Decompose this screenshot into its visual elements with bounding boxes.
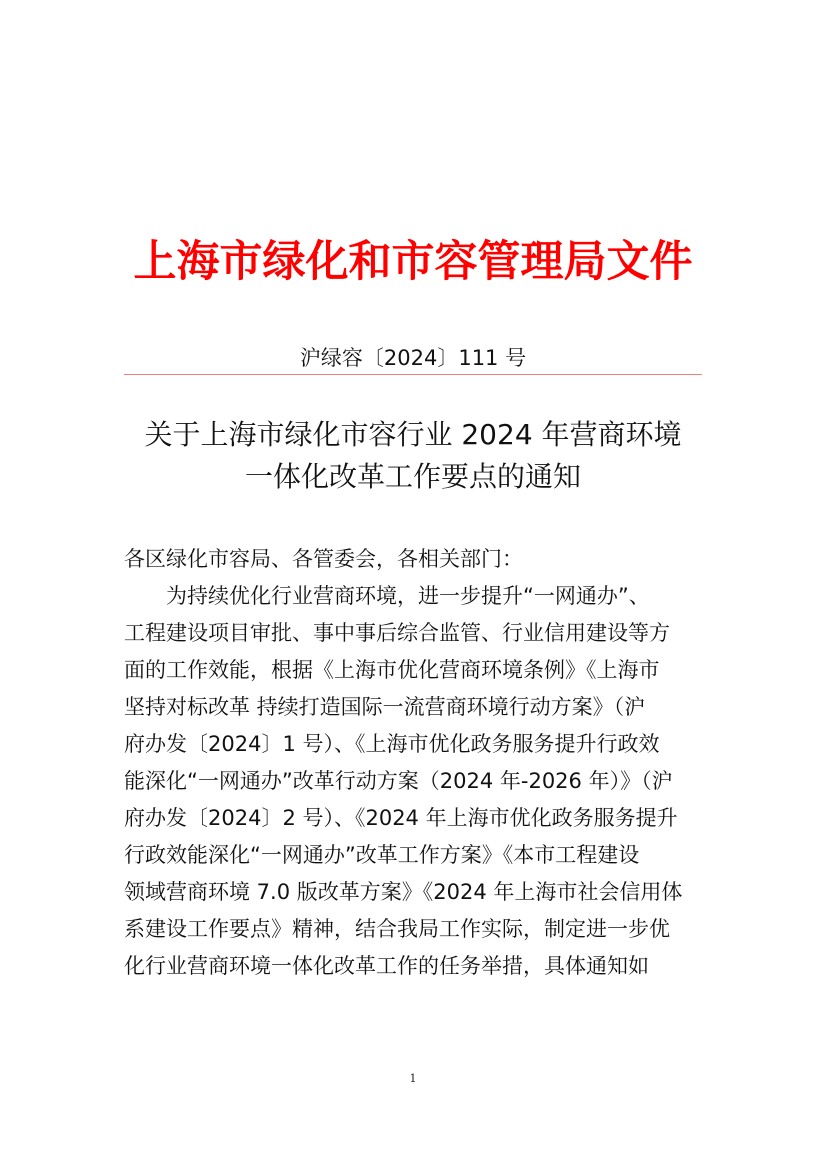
body-line: 为持续优化行业营商环境，进一步提升“一网通办”、: [166, 584, 650, 608]
document-number: 沪绿容〔2024〕111 号: [299, 346, 527, 370]
body-line: 坚持对标改革 持续打造国际一流营商环境行动方案》（沪: [124, 695, 646, 719]
body-line: 工程建设项目审批、事中事后综合监管、行业信用建设等方: [124, 621, 670, 645]
body-line: 领域营商环境 7.0 版改革方案》《2024 年上海市社会信用体: [124, 880, 683, 904]
red-divider-line: [124, 374, 702, 375]
issuer-title: 上海市绿化和市容管理局文件: [133, 237, 693, 287]
body-line: 面的工作效能，根据《上海市优化营商环境条例》《上海市: [124, 658, 660, 682]
page-number: 1: [409, 1072, 417, 1085]
body-line: 府办发〔2024〕1 号）、《上海市优化政务服务提升行政效: [124, 732, 660, 756]
document-body: [124, 541, 704, 985]
body-line: 化行业营商环境一体化改革工作的任务举措，具体通知如: [124, 954, 649, 978]
body-line: 系建设工作要点》精神，结合我局工作实际，制定进一步优: [124, 917, 670, 941]
body-line: 行政效能深化“一网通办”改革工作方案》《本市工程建设: [124, 843, 640, 867]
salutation: 各区绿化市容局、各管委会，各相关部门：: [124, 547, 523, 571]
title-line: 一体化改革工作要点的通知: [244, 460, 581, 493]
body-line: 府办发〔2024〕2 号）、《2024 年上海市优化政务服务提升: [124, 806, 678, 830]
title-line: 关于上海市绿化市容行业 2024 年营商环境: [144, 418, 682, 451]
body-line: 能深化“一网通办”改革行动方案（2024 年-2026 年）》（沪: [124, 769, 673, 793]
document-title: [0, 414, 826, 498]
